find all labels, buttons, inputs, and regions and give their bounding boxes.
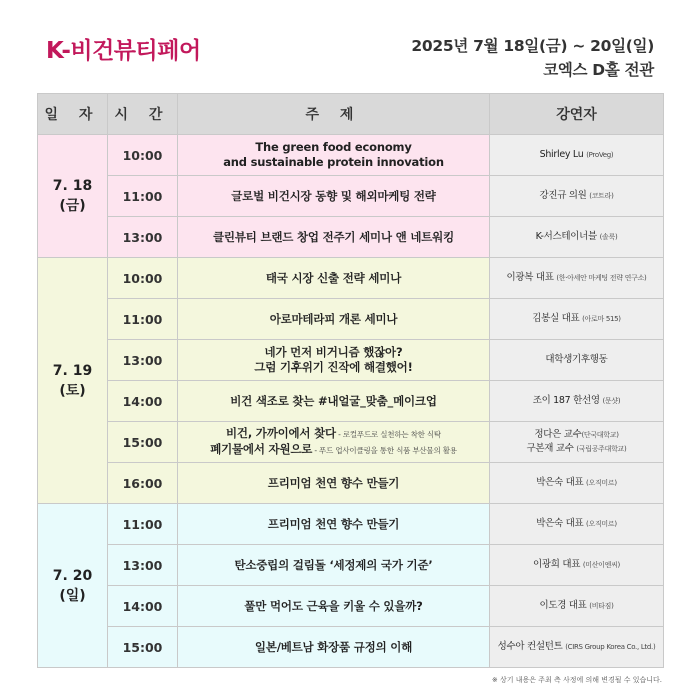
session-topic [178, 217, 490, 258]
speaker-org: (문샷) [602, 397, 621, 405]
topic-line [178, 599, 489, 614]
table-row [38, 135, 664, 176]
speaker-name: 이광복 대표 [506, 272, 557, 283]
topic-text: 태국 시장 신출 전략 세미나 [265, 270, 402, 285]
session-time: 10:00 [108, 258, 178, 299]
session-topic [178, 258, 490, 299]
session-time: 13:00 [108, 545, 178, 586]
speaker-line [490, 476, 663, 490]
speaker-name: 정다은 교수 [534, 429, 582, 440]
page-title: K-비건뷰티페어 [46, 38, 201, 64]
speaker-name: K-서스테이너블 [535, 231, 600, 242]
session-time: 13:00 [108, 217, 178, 258]
table-row [38, 627, 664, 668]
day-date: 7. 20 [52, 567, 93, 584]
topic-line [178, 189, 489, 204]
topic-note: - 로컬푸드로 실천하는 착한 식탁 [335, 430, 441, 439]
topic-line [178, 640, 489, 655]
speaker-line [490, 517, 663, 531]
topic-text: 아로마테라피 개론 세미나 [269, 311, 398, 326]
topic-line [178, 394, 489, 409]
table-row [38, 463, 664, 504]
topic-line [178, 476, 489, 491]
event-date: 2025년 7월 18일(금) ~ 20일(일) [411, 37, 654, 55]
speaker-line [490, 558, 663, 572]
speaker-name: 박은숙 대표 [536, 477, 587, 488]
table-row [38, 340, 664, 381]
speaker-org: (오직미르) [586, 520, 617, 528]
topic-line [178, 558, 489, 573]
topic-text: 일본/베트남 화장품 규정의 이해 [254, 639, 413, 654]
session-topic [178, 586, 490, 627]
session-topic [178, 545, 490, 586]
speaker-name: Shirley Lu [539, 149, 587, 160]
session-time: 11:00 [108, 176, 178, 217]
topic-text: 폐기물에서 자원으로 [210, 442, 313, 456]
topic-text: 비건 색조로 찾는 #내얼굴_맞춤_메이크업 [230, 393, 437, 408]
topic-line [178, 517, 489, 532]
header-speaker: 강연자 [490, 94, 664, 135]
session-topic [178, 176, 490, 217]
session-time: 15:00 [108, 627, 178, 668]
day-cell [38, 135, 108, 258]
speaker-org: (CIRS Group Korea Co., Ltd.) [565, 643, 656, 651]
session-speaker [490, 217, 664, 258]
speaker-name: 성수아 컨설턴트 [497, 641, 566, 652]
topic-note: - 푸드 업사이클링을 통한 식품 부산물의 활용 [312, 446, 457, 455]
topic-line [178, 230, 489, 245]
speaker-line [490, 353, 663, 367]
topic-line [178, 312, 489, 327]
topic-line [178, 155, 489, 170]
session-time: 14:00 [108, 586, 178, 627]
session-speaker [490, 258, 664, 299]
event-venue: 코엑스 D홀 전관 [543, 61, 654, 79]
speaker-org: (단국대학교) [581, 431, 619, 439]
topic-text: 풀만 먹어도 근육을 키울 수 있을까? [244, 598, 423, 613]
speaker-org: (미산이엔씨) [582, 561, 620, 569]
speaker-org: (한·아세안 마케팅 전략 연구소) [556, 274, 647, 282]
day-date: 7. 19 [52, 362, 93, 379]
table-row [38, 299, 664, 340]
speaker-name: 조이 187 한선영 [532, 395, 603, 406]
topic-text: 비건, 가까이에서 찾다 [226, 426, 336, 440]
topic-text: 네가 먼저 비거니즘 했잖아? [264, 345, 403, 359]
speaker-name: 이도경 대표 [539, 600, 590, 611]
session-speaker [490, 135, 664, 176]
topic-text: 그럼 기후위기 진작에 해결했어! [254, 360, 413, 374]
session-topic [178, 381, 490, 422]
day-cell [38, 504, 108, 668]
speaker-line [490, 312, 663, 326]
speaker-org: (ProVeg) [586, 151, 614, 159]
speaker-org: (비타짐) [589, 602, 614, 610]
topic-text: 탄소중립의 걸림돌 ‘세정제의 국가 기준’ [234, 557, 433, 572]
day-cell [38, 258, 108, 504]
speaker-line [490, 599, 663, 613]
speaker-line [490, 189, 663, 203]
speaker-line [490, 640, 663, 654]
table-row [38, 217, 664, 258]
session-speaker [490, 381, 664, 422]
speaker-name: 김봉실 대표 [532, 313, 583, 324]
table-row [38, 545, 664, 586]
speaker-name: 강진규 의원 [539, 190, 590, 201]
session-speaker [490, 299, 664, 340]
session-time: 16:00 [108, 463, 178, 504]
topic-line [178, 360, 489, 375]
session-topic [178, 422, 490, 463]
table-row [38, 422, 664, 463]
header-date: 일 자 [38, 94, 108, 135]
schedule-body [38, 135, 664, 668]
table-row [38, 586, 664, 627]
topic-text: The green food economy [255, 140, 412, 154]
session-time: 13:00 [108, 340, 178, 381]
session-time: 14:00 [108, 381, 178, 422]
table-row [38, 504, 664, 545]
speaker-line [490, 148, 663, 162]
topic-text: and sustainable protein innovation [223, 155, 444, 169]
topic-line [178, 345, 489, 360]
speaker-line [490, 230, 663, 244]
session-time: 10:00 [108, 135, 178, 176]
schedule-table [37, 93, 664, 668]
session-speaker [490, 586, 664, 627]
topic-text: 프리미엄 천연 향수 만들기 [267, 475, 400, 490]
session-topic [178, 135, 490, 176]
speaker-name: 박은숙 대표 [536, 518, 587, 529]
event-info [411, 34, 654, 82]
session-speaker [490, 176, 664, 217]
topic-line [178, 140, 489, 155]
topic-line [178, 271, 489, 286]
speaker-org: (오직미르) [586, 479, 617, 487]
speaker-name: 대학생기후행동 [545, 354, 608, 365]
session-topic [178, 340, 490, 381]
speaker-org: (솔룩) [599, 233, 618, 241]
session-speaker [490, 627, 664, 668]
header-time: 시 간 [108, 94, 178, 135]
header-topic: 주 제 [178, 94, 490, 135]
speaker-line [490, 442, 663, 456]
table-row [38, 381, 664, 422]
session-speaker [490, 504, 664, 545]
session-topic [178, 504, 490, 545]
topic-line [178, 426, 489, 442]
topic-text: 프리미엄 천연 향수 만들기 [267, 516, 400, 531]
day-weekday: (금) [59, 198, 86, 214]
session-speaker [490, 545, 664, 586]
day-weekday: (일) [59, 587, 86, 604]
speaker-name: 구본재 교수 [526, 443, 577, 454]
session-topic [178, 299, 490, 340]
topic-text: 클린뷰티 브랜드 창업 전주기 세미나 앤 네트워킹 [213, 229, 454, 244]
session-time: 11:00 [108, 504, 178, 545]
session-speaker [490, 340, 664, 381]
table-row [38, 176, 664, 217]
speaker-line [490, 394, 663, 408]
speaker-name: 이광희 대표 [532, 559, 583, 570]
session-speaker [490, 463, 664, 504]
session-topic [178, 627, 490, 668]
session-time: 11:00 [108, 299, 178, 340]
session-speaker [490, 422, 664, 463]
topic-line [178, 442, 489, 458]
topic-text: 글로벌 비건시장 동향 및 해외마케팅 전략 [231, 188, 436, 203]
day-date: 7. 18 [52, 178, 93, 194]
speaker-line [490, 271, 663, 285]
footnote: ※ 상기 내용은 주최 측 사정에 의해 변경될 수 있습니다. [491, 676, 662, 684]
session-topic [178, 463, 490, 504]
day-weekday: (토) [59, 382, 86, 399]
speaker-org: (아로마 515) [582, 315, 621, 323]
speaker-line [490, 428, 663, 442]
speaker-org: (국립공주대학교) [576, 445, 627, 453]
table-row [38, 258, 664, 299]
session-time: 15:00 [108, 422, 178, 463]
speaker-org: (코트라) [589, 192, 614, 200]
